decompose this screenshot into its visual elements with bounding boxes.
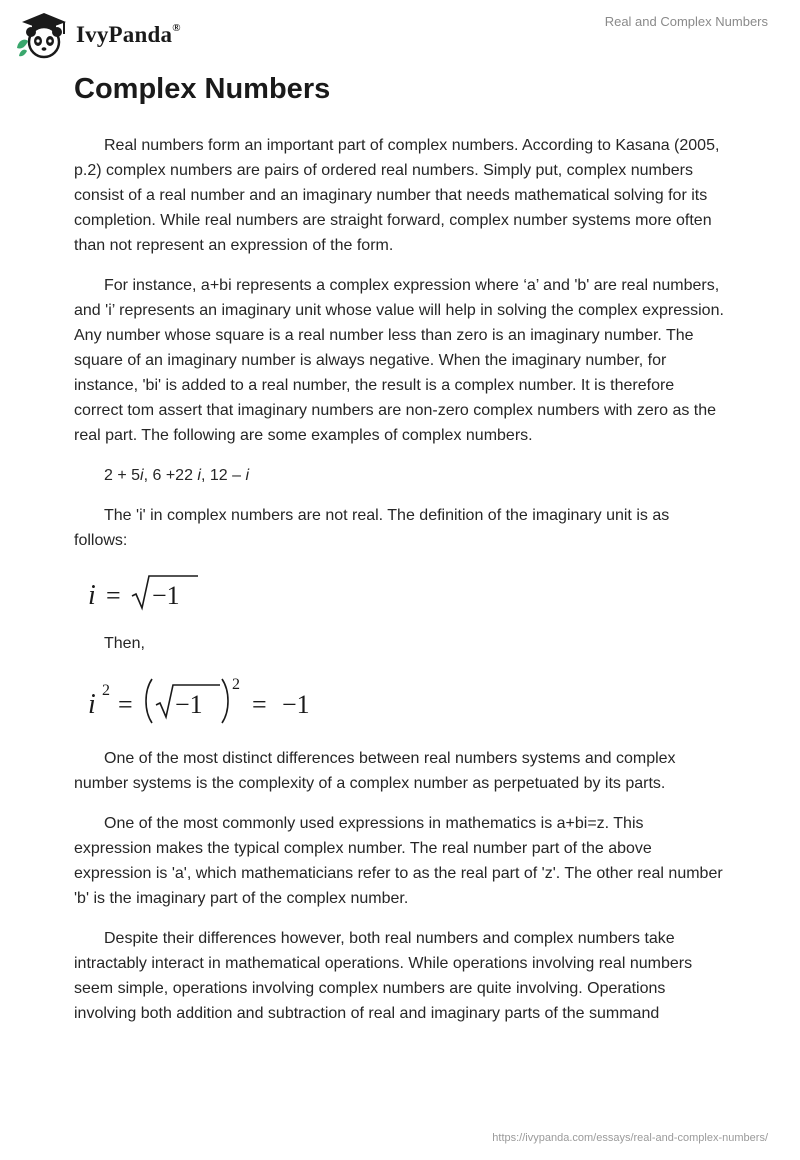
- eq1-lhs: i: [88, 580, 96, 611]
- eq2-rhs: −1: [282, 690, 310, 719]
- eq2-exponent: 2: [102, 682, 110, 699]
- page-header: [0, 0, 800, 70]
- eq2-equals: =: [118, 690, 133, 719]
- eq1-equals: =: [106, 581, 121, 610]
- eq1-radicand: −1: [152, 581, 180, 610]
- equation-imaginary-unit: [86, 568, 724, 616]
- article-body: [74, 133, 724, 1041]
- eq2-outer-exponent: 2: [232, 676, 240, 693]
- paragraph-4: Then,: [104, 635, 145, 652]
- article-title: Complex Numbers: [74, 73, 331, 105]
- paragraph-6: One of the most commonly used expressions in mathematics is a+bi=z. This expression makes the typical complex number. The real number part of the above expression is 'a', which mathematicians refer to as the real part of 'z'. The other real number 'b' is the imaginary part of the complex number.: [74, 815, 723, 907]
- complex-examples: 2 + 5i, 6 +22 i, 12 – i: [104, 467, 250, 484]
- equation-i-squared: [86, 671, 724, 731]
- eq2-lhs: i: [88, 689, 96, 720]
- paragraph-5: One of the most distinct differences between real numbers systems and complex number systems is the complexity of a complex number as perpetuated by its parts.: [74, 750, 676, 792]
- ivypanda-logo[interactable]: [14, 10, 181, 60]
- panda-graduate-icon: [14, 10, 72, 60]
- paragraph-1: Real numbers form an important part of complex numbers. According to Kasana (2005, p.2) complex numbers are pairs of ordered real numbers. Simply put, complex numbers consist of a real number and an imaginary number that needs mathematical solving for its completion. While real numbers are straight forward, complex number systems more often than not represent an expression of the form.: [74, 137, 720, 254]
- paragraph-2: For instance, a+bi represents a complex expression where ‘a’ and 'b' are real numbers, and 'i’ represents an imaginary unit whose value will help in solving the complex expression. Any number whose square is a real number less than zero is an imaginary number. The square of an imaginary number is always negative. When the imaginary number, for instance, 'bi' is added to a real number, the result is a complex number. It is therefore correct tom assert that imaginary numbers are non-zero complex numbers with zero as the real part. The following are some examples of complex numbers.: [74, 277, 724, 444]
- paragraph-7: Despite their differences however, both real numbers and complex numbers take intractably interact in mathematical operations. While operations involving real numbers seem simple, operations involving complex numbers are quite involving. Operations involving both addition and subtraction of real and imaginary parts of the summand: [74, 930, 693, 1022]
- source-url[interactable]: https://ivypanda.com/essays/real-and-complex-numbers/: [492, 1132, 768, 1144]
- eq2-close-paren: [222, 679, 228, 723]
- eq2-open-paren: [146, 679, 152, 723]
- eq2-radicand: −1: [175, 690, 203, 719]
- brand-name: IvyPanda®: [76, 22, 181, 47]
- eq2-equals-2: =: [252, 690, 267, 719]
- paragraph-3: The 'i' in complex numbers are not real. The definition of the imaginary unit is as follows:: [74, 507, 670, 549]
- header-page-title: Real and Complex Numbers: [604, 14, 768, 29]
